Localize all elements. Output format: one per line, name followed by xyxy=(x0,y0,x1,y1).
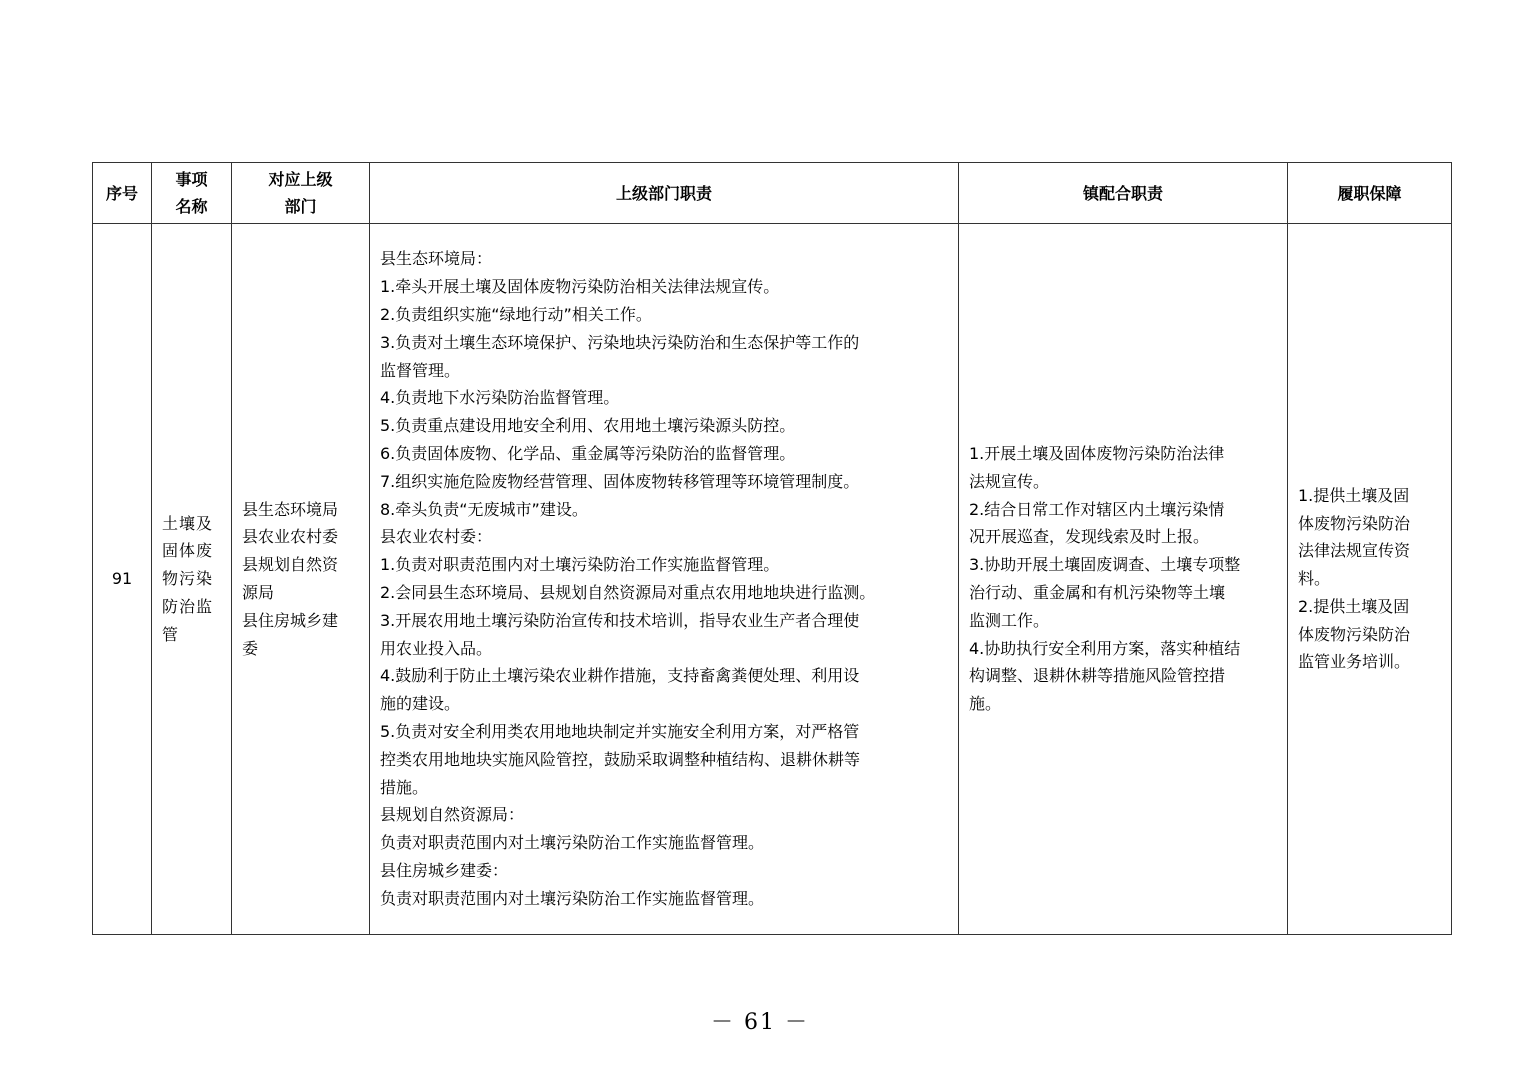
text-line: 2.负责组织实施“绿地行动”相关工作。 xyxy=(380,305,652,325)
text-line: 县住房城乡建 xyxy=(242,610,339,630)
text-line: 施。 xyxy=(969,694,1002,714)
text-line: 负责对职责范围内对土壤污染防治工作实施监督管理。 xyxy=(380,888,765,908)
text-line: 1.牵头开展土壤及固体废物污染防治相关法律法规宣传。 xyxy=(380,277,780,297)
text-line: 土壤及 xyxy=(162,513,214,533)
text-line: 1.负责对职责范围内对土壤污染防治工作实施监督管理。 xyxy=(380,555,780,575)
text-line: 法规宣传。 xyxy=(969,471,1050,491)
item-name-lines xyxy=(162,510,221,649)
text-line: 3.开展农用地土壤污染防治宣传和技术培训，指导农业生产者合理使 xyxy=(380,610,860,630)
cell-town-duty xyxy=(959,224,1288,935)
text-line: 县农业农村委 xyxy=(242,527,339,547)
text-line: 源局 xyxy=(242,583,275,602)
text-line: 县生态环境局 xyxy=(242,499,339,519)
text-line: 4.鼓励利于防止土壤污染农业耕作措施，支持畜禽粪便处理、利用设 xyxy=(380,666,860,686)
text-line: 4.负责地下水污染防治监督管理。 xyxy=(380,388,620,408)
header-guarantee-label: 履职保障 xyxy=(1337,183,1402,203)
text-line: 监管业务培训。 xyxy=(1298,652,1411,672)
text-line: 5.负责对安全利用类农用地地块制定并实施安全利用方案，对严格管 xyxy=(380,721,860,741)
text-line: 用农业投入品。 xyxy=(380,638,493,658)
text-line: 委 xyxy=(242,638,259,658)
text-line: 县农业农村委： xyxy=(380,527,493,547)
text-line: 2.结合日常工作对辖区内土壤污染情 xyxy=(969,499,1225,519)
text-line: 3.负责对土壤生态环境保护、污染地块污染防治和生态保护等工作的 xyxy=(380,332,860,352)
cell-seq xyxy=(93,224,152,935)
text-line: 8.牵头负责“无废城市”建设。 xyxy=(380,499,588,519)
page-number: － 61 － xyxy=(711,1010,809,1035)
text-line: 1.提供土壤及固 xyxy=(1298,485,1410,505)
header-item-name xyxy=(152,163,232,224)
text-line: 监督管理。 xyxy=(380,360,461,380)
header-item-name-line-1: 事项 xyxy=(175,170,208,189)
text-line: 5.负责重点建设用地安全利用、农用地土壤污染源头防控。 xyxy=(380,416,796,436)
text-line: 6.负责固体废物、化学品、重金属等污染防治的监督管理。 xyxy=(380,444,796,464)
text-line: 2.会同县生态环境局、县规划自然资源局对重点农用地地块进行监测。 xyxy=(380,583,876,602)
header-town-duty-label: 镇配合职责 xyxy=(1082,183,1163,203)
header-guarantee xyxy=(1288,163,1452,224)
text-line: 体废物污染防治 xyxy=(1298,624,1411,644)
header-item-name-line-2: 名称 xyxy=(175,197,208,216)
text-line: 7.组织实施危险废物经营管理、固体废物转移管理等环境管理制度。 xyxy=(380,471,860,491)
superior-duty-lines xyxy=(380,245,948,912)
header-town-duty xyxy=(959,163,1288,224)
text-line: 防治监 xyxy=(162,596,214,616)
header-superior-dept xyxy=(232,163,370,224)
text-line: 监测工作。 xyxy=(969,610,1050,630)
text-line: 2.提供土壤及固 xyxy=(1298,596,1410,616)
text-line: 4.协助执行安全利用方案，落实种植结 xyxy=(969,638,1241,658)
text-line: 措施。 xyxy=(380,777,429,797)
text-line: 管 xyxy=(162,624,180,644)
text-line: 3.协助开展土壤固废调查、土壤专项整 xyxy=(969,555,1241,575)
text-line: 法律法规宣传资 xyxy=(1298,541,1411,561)
seq-value: 91 xyxy=(111,569,133,589)
header-seq xyxy=(93,163,152,224)
text-line: 料。 xyxy=(1298,569,1331,589)
text-line: 县规划自然资 xyxy=(242,555,339,575)
cell-guarantee xyxy=(1288,224,1452,935)
text-line: 治行动、重金属和有机污染物等土壤 xyxy=(969,583,1226,602)
text-line: 物污染 xyxy=(162,569,214,589)
text-line: 固体废 xyxy=(162,541,214,561)
text-line: 1.开展土壤及固体废物污染防治法律 xyxy=(969,444,1225,464)
text-line: 控类农用地地块实施风险管控，鼓励采取调整种植结构、退耕休耕等 xyxy=(380,749,861,769)
text-line: 负责对职责范围内对土壤污染防治工作实施监督管理。 xyxy=(380,833,765,853)
text-line: 县规划自然资源局： xyxy=(380,805,525,825)
duty-table xyxy=(92,162,1452,935)
guarantee-lines xyxy=(1298,482,1441,677)
superior-dept-lines xyxy=(242,496,359,663)
text-line: 县生态环境局： xyxy=(380,249,493,269)
text-line: 县住房城乡建委： xyxy=(380,860,509,880)
header-row xyxy=(93,163,1452,224)
text-line: 构调整、退耕休耕等措施风险管控措 xyxy=(969,666,1226,686)
town-duty-lines xyxy=(969,440,1277,718)
cell-superior-duty xyxy=(370,224,959,935)
header-superior-duty xyxy=(370,163,959,224)
text-line: 体废物污染防治 xyxy=(1298,513,1411,533)
text-line: 况开展巡查，发现线索及时上报。 xyxy=(969,527,1210,547)
header-superior-duty-label: 上级部门职责 xyxy=(615,183,712,203)
header-seq-label: 序号 xyxy=(105,183,138,203)
cell-superior-dept xyxy=(232,224,370,935)
header-superior-dept-line-2: 部门 xyxy=(284,197,317,216)
table-row xyxy=(93,224,1452,935)
header-superior-dept-line-1: 对应上级 xyxy=(268,170,333,189)
cell-item-name xyxy=(152,224,232,935)
text-line: 施的建设。 xyxy=(380,694,461,714)
